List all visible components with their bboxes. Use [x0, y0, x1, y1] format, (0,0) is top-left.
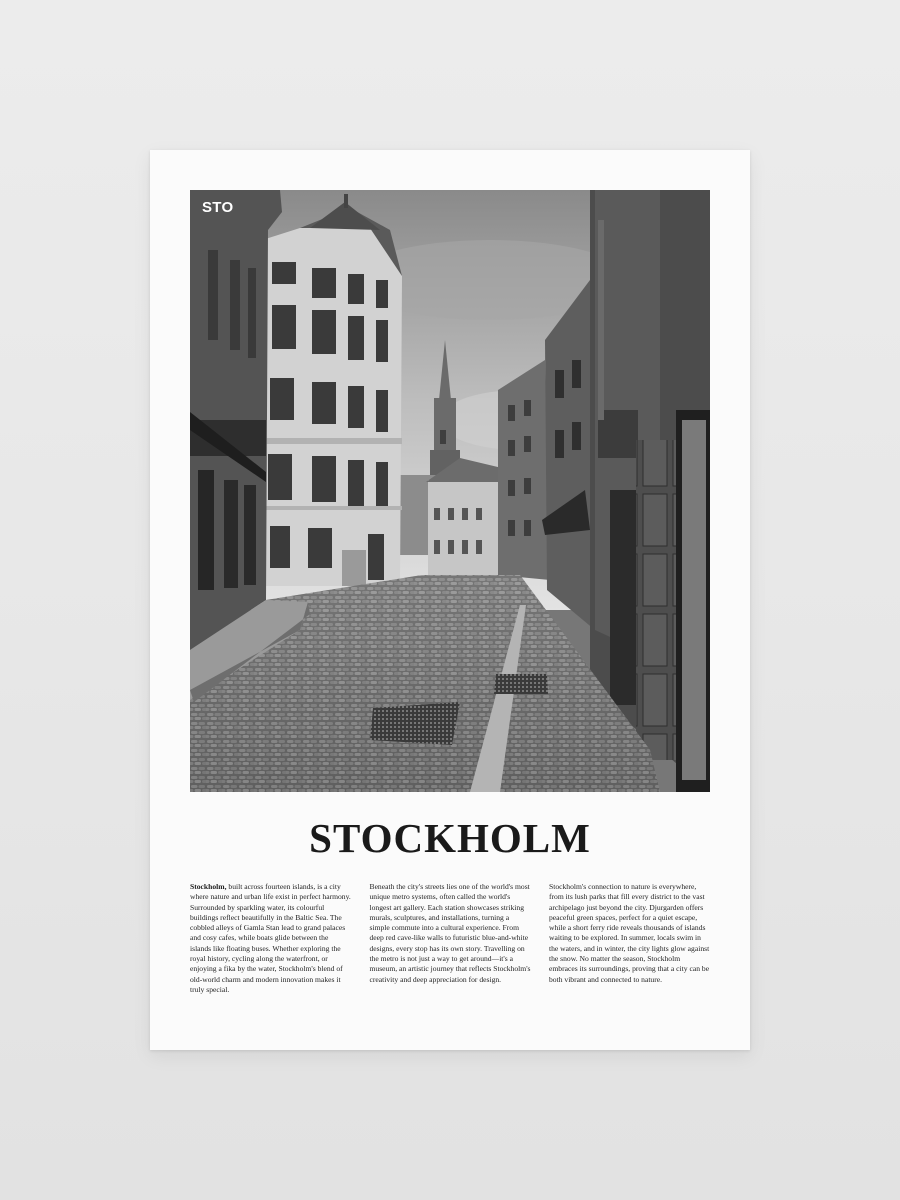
text-columns: [190, 882, 710, 995]
column-lead: Stockholm,: [190, 882, 227, 891]
text-column-2: [370, 882, 531, 995]
text-column-1: [190, 882, 351, 995]
street-photo: [190, 190, 710, 792]
column-1-text: built across fourteen islands, is a city where nature and urban life exist in perfect harmony. Surrounded by sparkling water, its colourful buildings reflect beautifully in the Baltic Sea. The cobbled alleys of Gamla Stan lead to grand palaces and cosy cafes, while boats glide between the islands like floating buses. Whether exploring the royal history, cycling along the waterfront, or enjoying a fika by the water, Stockholm's blend of old-world charm and modern innovation makes it truly special.: [190, 882, 351, 994]
column-3-text: Stockholm's connection to nature is everywhere, from its lush parks that fill every district to the vast archipelago just beyond the city. Djurgarden offers peaceful green spaces, perfect for a quiet escape, while a short ferry ride reveals thousands of islands waiting to be explored. In summer, locals swim in the waters, and in winter, the city lights glow against the snow. No matter the season, Stockholm embraces its surroundings, proving that a city can be both vibrant and connected to nature.: [549, 882, 710, 984]
poster: [150, 150, 750, 1050]
poster-title: STOCKHOLM: [309, 815, 591, 861]
street-photo-illustration: [190, 190, 710, 792]
text-column-3: [549, 882, 710, 995]
city-code-label: STO: [202, 199, 234, 216]
column-2-text: Beneath the city's streets lies one of the world's most unique metro systems, often called the world's longest art gallery. Each station showcases striking murals, sculptures, and installations, turning a simple commute into a cultural experience. From deep red cave-like walls to futuristic blue-and-white designs, every stop has its own story. Travelling on the metro is not just a way to get around—it's a museum, an artistic journey that reflects Stockholm's creativity and deep appreciation for design.: [369, 882, 531, 984]
